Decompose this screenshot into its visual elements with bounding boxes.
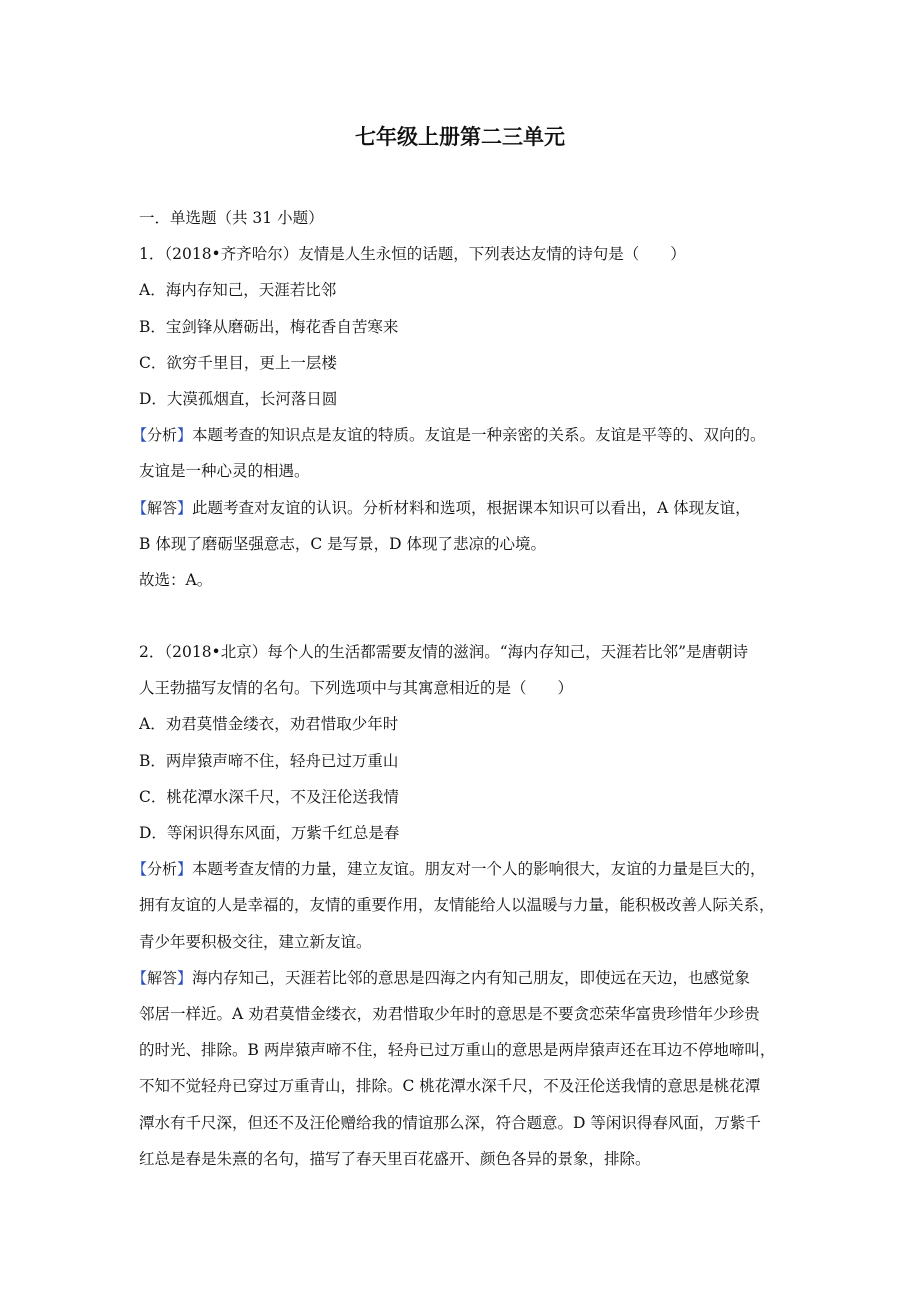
question-1-conclusion: 故选：A。 — [139, 570, 213, 589]
question-1 — [132, 236, 791, 598]
question-2-option-b: B．两岸猿声啼不住，轻舟已过万重山 — [139, 751, 399, 770]
analysis-text-line-2: 拥有友谊的人是幸福的，友情的重要作用，友情能给人以温暖与力量，能积极改善人际关系， — [139, 896, 775, 915]
answer-text-line-2: 邻居一样近。A 劝君莫惜金缕衣，劝君惜取少年时的意思是不要贪恋荣华富贵珍惜年少珍贵 — [139, 1004, 760, 1023]
question-2-option-c: C．桃花潭水深千尺，不及汪伦送我情 — [139, 787, 399, 806]
question-1-option-c: C．欲穷千里目，更上一层楼 — [139, 353, 337, 372]
analysis-text-line-1: 本题考查的知识点是友谊的特质。友谊是一种亲密的关系。友谊是平等的、双向的。 — [192, 426, 766, 445]
question-2-analysis — [132, 851, 791, 887]
answer-text-line-2: B 体现了磨砺坚强意志，C 是写景，D 体现了悲凉的心境。 — [139, 534, 546, 553]
answer-text-line-1: 海内存知己，天涯若比邻的意思是四海之内有知己朋友，即使远在天边，也感觉象 — [192, 968, 751, 987]
question-2-answer — [132, 960, 791, 996]
question-1-stem: 1．（2018•齐齐哈尔）友情是人生永恒的话题，下列表达友情的诗句是（ ） — [139, 245, 686, 264]
question-1-option-b: B．宝剑锋从磨砺出，梅花香自苦寒来 — [139, 317, 399, 336]
analysis-text-line-3: 青少年要积极交往，建立新友谊。 — [139, 932, 372, 951]
question-2 — [132, 634, 791, 1177]
question-spacer — [139, 598, 791, 634]
answer-text-line-6: 红总是春是朱熹的名句，描写了春天里百花盛开、颜色各异的景象，排除。 — [139, 1149, 651, 1168]
question-1-answer — [132, 490, 791, 526]
analysis-tag: 【分析】 — [132, 426, 193, 445]
analysis-text-line-2: 友谊是一种心灵的相遇。 — [139, 462, 310, 481]
question-1-option-d: D．大漠孤烟直，长河落日圆 — [139, 389, 338, 408]
document-content — [132, 200, 791, 1177]
question-1-option-a: A．海内存知己，天涯若比邻 — [139, 281, 337, 300]
analysis-text-line-1: 本题考查友情的力量，建立友谊。朋友对一个人的影响很大，友谊的力量是巨大的， — [192, 860, 766, 879]
answer-tag: 【解答】 — [132, 498, 193, 517]
answer-text-line-1: 此题考查对友谊的认识。分析材料和选项，根据课本知识可以看出，A 体现友谊， — [192, 498, 751, 517]
answer-text-line-5: 潭水有千尺深，但还不及汪伦赠给我的情谊那么深，符合题意。D 等闲识得春风面，万紫千 — [139, 1113, 761, 1132]
analysis-tag: 【分析】 — [132, 860, 193, 879]
answer-text-line-4: 不知不觉轻舟已穿过万重青山，排除。C 桃花潭水深千尺，不及汪伦送我情的意思是桃花潭 — [139, 1077, 761, 1096]
section-heading: 一．单选题（共 31 小题） — [139, 209, 324, 227]
answer-text-line-3: 的时光、排除。B 两岸猿声啼不住，轻舟已过万重山的意思是两岸猿声还在耳边不停地啼叫， — [139, 1041, 776, 1060]
question-1-analysis — [132, 417, 791, 453]
question-2-stem-line-1: 2．（2018•北京）每个人的生活都需要友情的滋润。“海内存知己，天涯若比邻”是唐朝诗 — [139, 643, 749, 662]
question-2-option-a: A．劝君莫惜金缕衣，劝君惜取少年时 — [139, 715, 399, 734]
question-2-option-d: D．等闲识得东风面，万紫千红总是春 — [139, 824, 400, 842]
question-2-stem-line-2: 人王勃描写友情的名句。下列选项中与其寓意相近的是（ ） — [139, 679, 574, 698]
page-title: 七年级上册第二三单元 — [355, 125, 565, 149]
answer-tag: 【解答】 — [132, 968, 193, 987]
